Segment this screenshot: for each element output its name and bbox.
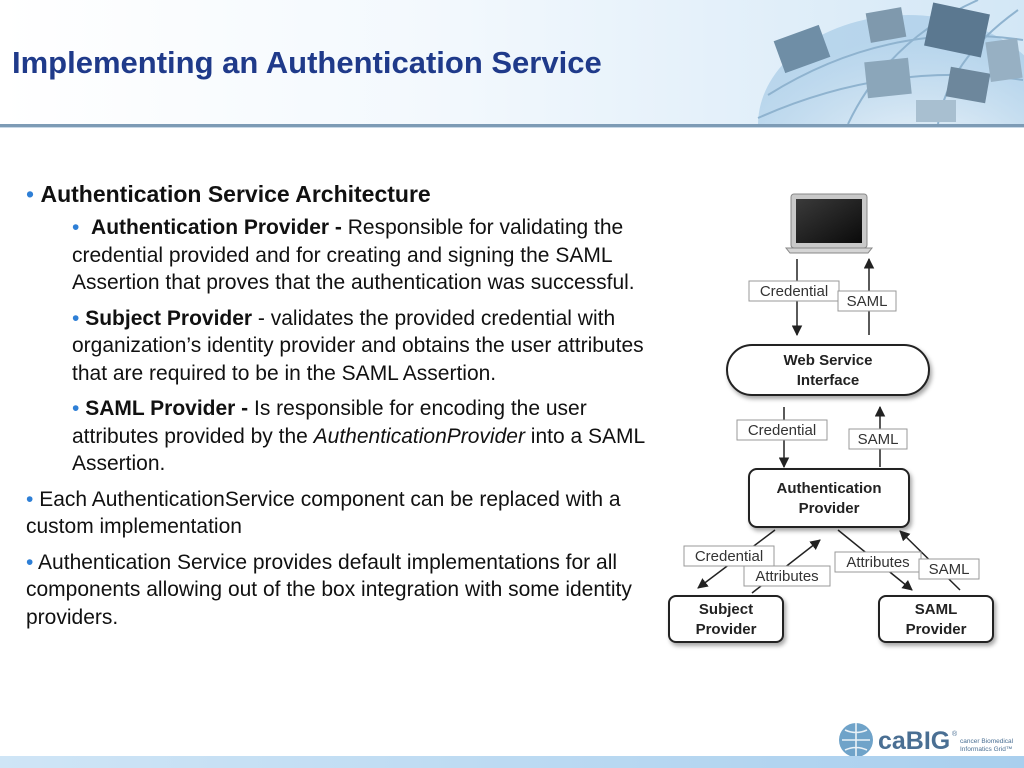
auth-provider-line1: Authentication — [776, 480, 882, 497]
label-attributes-right-text: Attributes — [846, 554, 910, 571]
bullet-icon: • — [26, 550, 34, 574]
bullet-heading — [26, 180, 672, 208]
label-credential-left-text: Credential — [694, 548, 764, 565]
web-service-line1: Web Service — [783, 352, 873, 369]
web-service-line2: Interface — [796, 372, 860, 389]
auth-provider-line2: Provider — [798, 500, 860, 517]
saml-provider-text-italic: AuthenticationProvider — [313, 424, 525, 448]
label-attributes-left-text: Attributes — [755, 568, 819, 585]
section-heading: Authentication Service Architecture — [40, 181, 431, 207]
slide-header — [0, 0, 1024, 124]
saml-provider-label: SAML Provider - — [85, 397, 255, 420]
saml-provider-text-before: Is responsible for encoding the user attributes provided by the — [72, 397, 587, 448]
sub-bullet-saml-provider — [72, 395, 672, 478]
saml-provider-line1: SAML — [914, 601, 958, 618]
label-credential-top — [749, 281, 839, 301]
sub-bullet-auth-provider — [72, 214, 672, 297]
label-saml-right-text: SAML — [928, 561, 970, 578]
label-credential-top-text: Credential — [759, 283, 829, 300]
cabig-logo — [836, 720, 1020, 760]
bullet-icon: • — [26, 487, 34, 511]
subject-provider-line2: Provider — [695, 621, 757, 638]
label-saml-mid-text: SAML — [857, 431, 899, 448]
label-credential-mid — [737, 420, 827, 440]
logo-subtitle-2: Informatics Grid™ — [960, 746, 1013, 753]
globe-graphic — [738, 0, 1024, 124]
label-credential-left — [684, 546, 774, 566]
logo-tm: ® — [952, 731, 958, 738]
logo-subtitle-1: cancer Biomedical — [960, 738, 1014, 745]
page-title: Implementing an Authentication Service — [12, 45, 602, 80]
label-saml-top-text: SAML — [846, 293, 888, 310]
bullet-replaceable — [26, 486, 672, 541]
bullet-icon: • — [26, 181, 35, 207]
node-authentication-provider — [749, 469, 909, 527]
subject-provider-line1: Subject — [698, 601, 754, 618]
bullet-icon: • — [72, 216, 80, 239]
label-saml-top — [838, 291, 896, 311]
saml-provider-line2: Provider — [905, 621, 967, 638]
laptop-icon — [786, 194, 872, 253]
footer-bar — [0, 756, 1024, 768]
label-saml-mid — [849, 429, 907, 449]
bullet-defaults-text: Authentication Service provides default implementations for all components allowing out of the box integration with some identity providers. — [26, 550, 632, 629]
bullet-icon: • — [72, 306, 80, 330]
auth-provider-text: Responsible for validating the credential provided and for creating and signing the SAML Assertion that proves that the authentication was successful. — [72, 216, 635, 294]
slide-content — [26, 180, 672, 639]
bullet-icon: • — [72, 397, 80, 420]
saml-provider-text-after: into a SAML Assertion. — [72, 424, 645, 475]
sub-bullet-subject-provider — [72, 305, 672, 388]
subject-provider-text: - validates the provided credential with organization’s identity provider and obtains the user attributes that are required to be in the SAML Assertion. — [72, 306, 644, 385]
subject-provider-label: Subject Provider — [85, 306, 253, 330]
label-credential-mid-text: Credential — [747, 422, 817, 439]
label-attributes-right — [835, 552, 921, 572]
bullet-defaults — [26, 549, 672, 632]
architecture-diagram — [660, 185, 1010, 655]
auth-provider-label: Authentication Provider - — [91, 216, 348, 239]
bullet-replaceable-text: Each AuthenticationService component can be replaced with a custom implementation — [26, 487, 621, 538]
header-divider-light — [0, 127, 1024, 128]
label-saml-right — [919, 559, 979, 579]
label-attributes-left — [744, 566, 830, 586]
logo-text: caBIG — [878, 727, 951, 755]
